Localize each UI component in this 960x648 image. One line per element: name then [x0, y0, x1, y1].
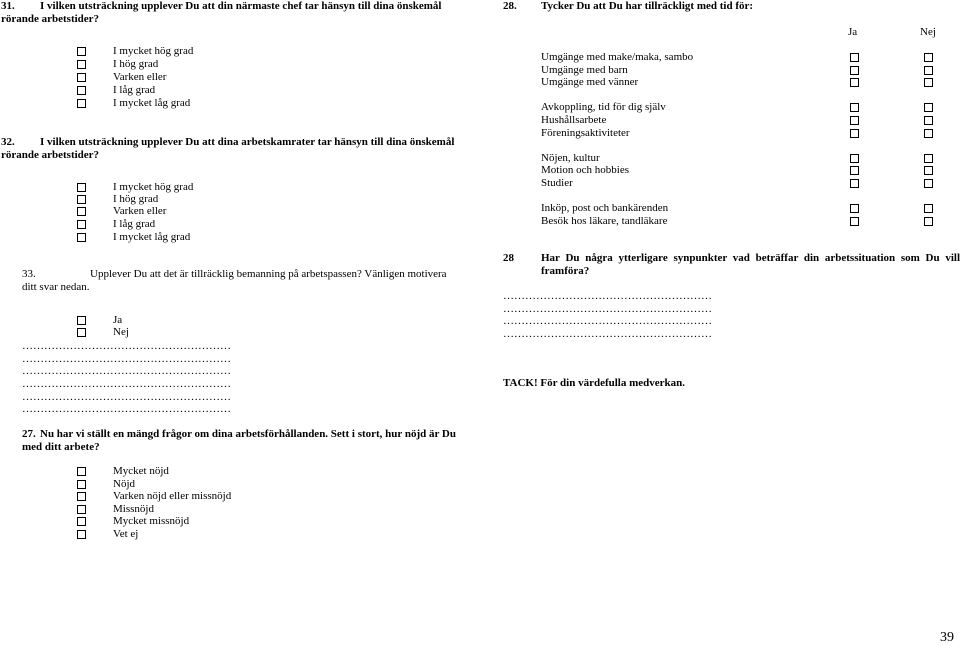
q33-answer-line[interactable]: ………………………………………………… [22, 340, 231, 352]
checkbox-icon[interactable] [77, 183, 86, 192]
q28-row: Inköp, post och bankärenden [541, 202, 668, 215]
q33-answer-line[interactable]: ………………………………………………… [22, 365, 231, 377]
checkbox-icon[interactable] [77, 220, 86, 229]
q28b-number: 28 [503, 252, 514, 264]
checkbox-icon[interactable] [77, 195, 86, 204]
q27-number: 27. [22, 428, 36, 440]
checkbox-icon[interactable] [924, 179, 933, 188]
q28b-question-line2: framföra? [541, 265, 590, 277]
q28-question: Tycker Du att Du har tillräckligt med tid för: [541, 0, 754, 12]
q27-question-line2: med ditt arbete? [22, 441, 100, 453]
checkbox-icon[interactable] [77, 480, 86, 489]
q28-row: Umgänge med vänner [541, 76, 638, 89]
checkbox-icon[interactable] [924, 204, 933, 213]
q33-question-line1: Upplever Du att det är tillräcklig bemanning på arbetspassen? Vänligen motivera [90, 268, 447, 280]
q33-answer-line[interactable]: ………………………………………………… [22, 403, 231, 415]
q33-answer-line[interactable]: ………………………………………………… [22, 353, 231, 365]
checkbox-icon[interactable] [850, 53, 859, 62]
q33-number: 33. [22, 268, 36, 280]
checkbox-icon[interactable] [850, 166, 859, 175]
q28-row: Umgänge med barn [541, 64, 628, 77]
q33-question-line2: ditt svar nedan. [22, 281, 90, 293]
checkbox-icon[interactable] [924, 166, 933, 175]
page-number: 39 [940, 630, 954, 645]
q28-row: Motion och hobbies [541, 164, 629, 177]
checkbox-icon[interactable] [77, 492, 86, 501]
checkbox-icon[interactable] [850, 66, 859, 75]
checkbox-icon[interactable] [850, 78, 859, 87]
checkbox-icon[interactable] [77, 47, 86, 56]
q32-question-line1: I vilken utsträckning upplever Du att dina arbetskamrater tar hänsyn till dina önskemål [40, 136, 455, 148]
checkbox-icon[interactable] [924, 103, 933, 112]
q28-row: Avkoppling, tid för dig själv [541, 101, 666, 114]
checkbox-icon[interactable] [77, 505, 86, 514]
checkbox-icon[interactable] [850, 217, 859, 226]
checkbox-icon[interactable] [77, 517, 86, 526]
checkbox-icon[interactable] [850, 204, 859, 213]
thanks-message: TACK! För din värdefulla medverkan. [503, 377, 686, 389]
checkbox-icon[interactable] [77, 233, 86, 242]
q28b-answer-line[interactable]: ………………………………………………… [503, 315, 712, 327]
q28-row: Nöjen, kultur [541, 152, 600, 165]
checkbox-icon[interactable] [924, 217, 933, 226]
q27-question-line1: Nu har vi ställt en mängd frågor om dina arbetsförhållanden. Sett i stort, hur nöjd är Du [40, 428, 456, 440]
checkbox-icon[interactable] [77, 86, 86, 95]
checkbox-icon[interactable] [850, 103, 859, 112]
q28-row: Hushållsarbete [541, 114, 606, 127]
q32-number: 32. [1, 136, 15, 148]
column-header-ja: Ja [848, 26, 858, 38]
q28-row: Umgänge med make/maka, sambo [541, 51, 693, 64]
q28-row: Studier [541, 177, 573, 190]
checkbox-icon[interactable] [77, 60, 86, 69]
checkbox-icon[interactable] [924, 154, 933, 163]
q31-question-line1: I vilken utsträckning upplever Du att din närmaste chef tar hänsyn till dina önskemål [40, 0, 442, 12]
checkbox-icon[interactable] [850, 116, 859, 125]
q28b-question-line1: Har Du några ytterligare synpunkter vad beträffar din arbetssituation som Du vill [541, 252, 960, 264]
column-header-nej: Nej [920, 26, 936, 38]
checkbox-icon[interactable] [850, 154, 859, 163]
checkbox-icon[interactable] [924, 129, 933, 138]
q28b-answer-line[interactable]: ………………………………………………… [503, 328, 712, 340]
checkbox-icon[interactable] [77, 73, 86, 82]
q28b-answer-line[interactable]: ………………………………………………… [503, 290, 712, 302]
checkbox-icon[interactable] [924, 53, 933, 62]
q28-row: Föreningsaktiviteter [541, 127, 630, 140]
q28-row: Besök hos läkare, tandläkare [541, 215, 667, 228]
checkbox-icon[interactable] [77, 207, 86, 216]
q33-answer-line[interactable]: ………………………………………………… [22, 391, 231, 403]
q31-question-line2: rörande arbetstider? [1, 13, 100, 25]
checkbox-icon[interactable] [924, 116, 933, 125]
checkbox-icon[interactable] [77, 467, 86, 476]
q28b-answer-line[interactable]: ………………………………………………… [503, 303, 712, 315]
checkbox-icon[interactable] [77, 328, 86, 337]
q31-number: 31. [1, 0, 15, 12]
checkbox-icon[interactable] [77, 530, 86, 539]
checkbox-icon[interactable] [850, 179, 859, 188]
checkbox-icon[interactable] [77, 316, 86, 325]
checkbox-icon[interactable] [850, 129, 859, 138]
q28-number: 28. [503, 0, 517, 12]
q33-answer-line[interactable]: ………………………………………………… [22, 378, 231, 390]
checkbox-icon[interactable] [924, 66, 933, 75]
checkbox-icon[interactable] [924, 78, 933, 87]
checkbox-icon[interactable] [77, 99, 86, 108]
q32-question-line2: rörande arbetstider? [1, 149, 100, 161]
